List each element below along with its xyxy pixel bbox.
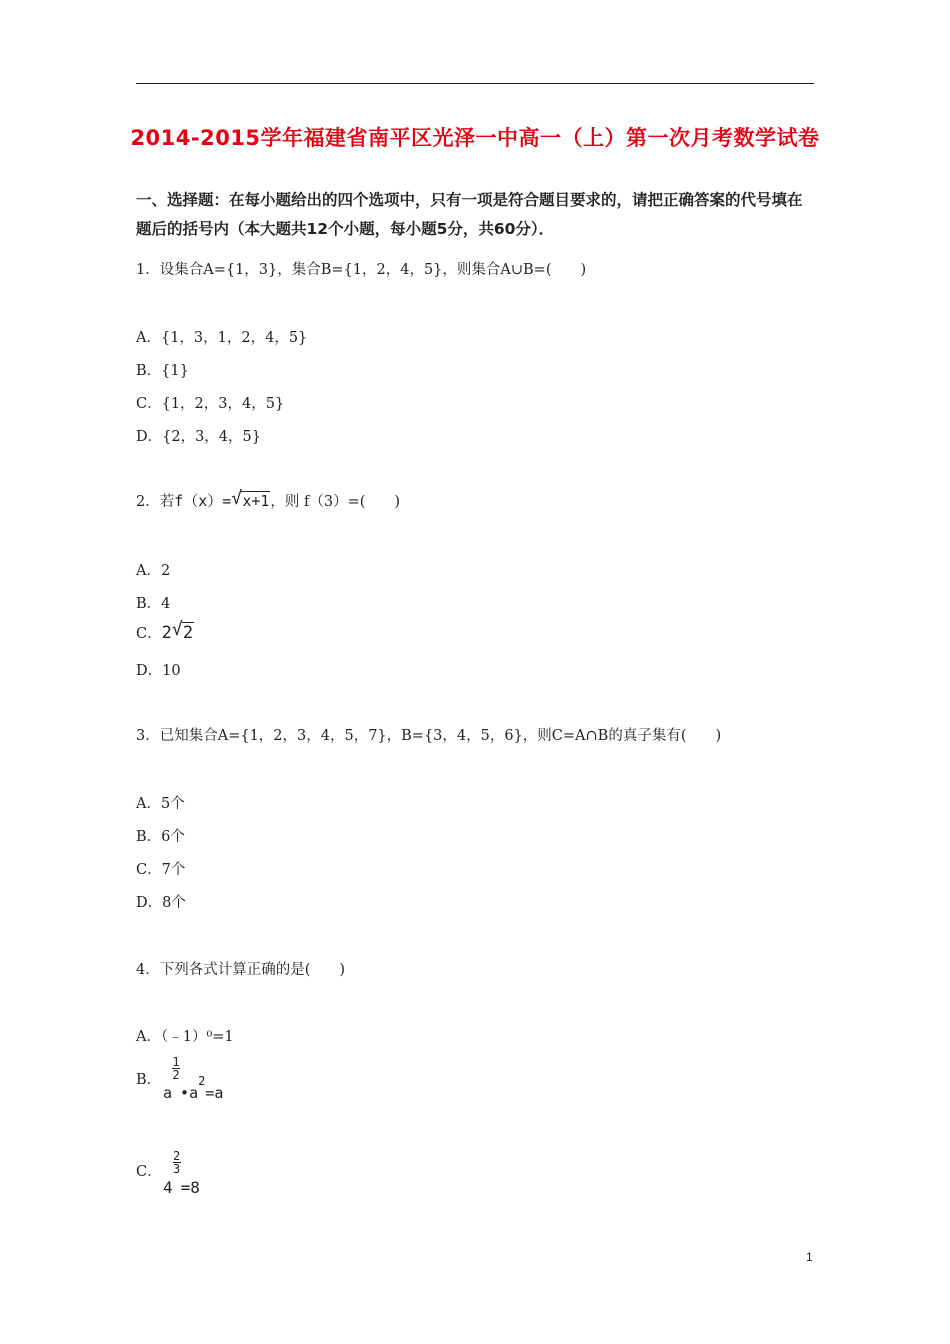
question-2-prefix: 2．若 bbox=[136, 494, 175, 510]
radical-sign-icon: √ bbox=[231, 488, 243, 509]
question-2-option-a: A．2 bbox=[136, 563, 171, 579]
fraction-numerator: 1 bbox=[172, 1055, 180, 1069]
question-4-option-b-base1: a bbox=[163, 1084, 173, 1102]
question-4-option-b-expr bbox=[163, 1056, 223, 1102]
question-2-option-b: B．4 bbox=[136, 596, 171, 612]
question-4-option-c-exponent-fraction bbox=[173, 1150, 181, 1175]
question-3-option-d: D．8个 bbox=[136, 895, 186, 911]
question-4-option-c-expr bbox=[163, 1150, 200, 1197]
question-2-option-c-label: C． bbox=[136, 626, 162, 642]
question-4-option-b-exponent2: 2 bbox=[198, 1074, 206, 1088]
question-2-sqrt bbox=[231, 488, 270, 510]
radical-sign-icon: √ bbox=[171, 619, 183, 640]
question-1-option-c: C．{1，2，3，4，5} bbox=[136, 396, 285, 412]
question-2-option-c-sqrt bbox=[171, 619, 194, 643]
question-2-stem bbox=[136, 490, 400, 511]
question-4-option-c-label: C． bbox=[136, 1164, 162, 1180]
question-4-option-b-rhs: =a bbox=[205, 1084, 224, 1102]
question-4-stem: 4．下列各式计算正确的是( ) bbox=[136, 962, 346, 978]
question-4-option-a bbox=[136, 1025, 234, 1046]
question-2-option-c bbox=[136, 619, 194, 643]
question-3-stem: 3．已知集合A={1，2，3，4，5，7}，B={3，4，5，6}，则C=A∩B的真子集有( ) bbox=[136, 728, 722, 744]
question-4-option-c-rhs: =8 bbox=[180, 1178, 200, 1197]
question-4-option-b-exponent-fraction bbox=[172, 1056, 180, 1081]
fraction-numerator: 2 bbox=[173, 1149, 181, 1163]
question-4-option-a-expr: （﹣1）⁰=1 bbox=[160, 1029, 234, 1045]
fraction-denominator: 3 bbox=[173, 1162, 181, 1176]
question-3-option-a: A．5个 bbox=[136, 796, 185, 812]
question-1-stem: 1．设集合A={1，3}，集合B={1，2，4，5}，则集合A∪B=( ) bbox=[136, 262, 587, 278]
question-4-option-c-base: 4 bbox=[163, 1178, 173, 1197]
question-4-option-a-label: A． bbox=[136, 1029, 161, 1045]
question-2-function: f（x）= bbox=[174, 492, 232, 510]
question-2-option-c-radicand: 2 bbox=[182, 623, 194, 643]
question-3-option-b: B．6个 bbox=[136, 829, 185, 845]
multiply-dot-icon: • bbox=[180, 1084, 190, 1102]
question-2-suffix: ，则 f（3）=( ) bbox=[270, 494, 401, 510]
page-number: 1 bbox=[806, 1250, 813, 1264]
question-3-option-c: C．7个 bbox=[136, 862, 186, 878]
question-1-option-b: B．{1} bbox=[136, 363, 189, 379]
exam-title: 2014-2015学年福建省南平区光泽一中高一（上）第一次月考数学试卷 bbox=[130, 126, 820, 150]
question-2-radicand: x+1 bbox=[242, 492, 270, 510]
question-1-option-a: A．{1，3，1，2，4，5} bbox=[136, 330, 308, 346]
header-rule bbox=[136, 83, 814, 84]
question-1-option-d: D．{2，3，4，5} bbox=[136, 429, 261, 445]
question-2-option-d: D．10 bbox=[136, 663, 181, 679]
fraction-denominator: 2 bbox=[172, 1068, 180, 1082]
question-4-option-b-base2: a bbox=[189, 1084, 199, 1102]
question-2-option-c-coef: 2 bbox=[161, 623, 172, 643]
section-heading: 一、选择题：在每小题给出的四个选项中，只有一项是符合题目要求的，请把正确答案的代号填在题后的括号内（本大题共12个小题，每小题5分，共60分）． bbox=[136, 191, 803, 238]
question-4-option-b-label: B． bbox=[136, 1072, 162, 1088]
